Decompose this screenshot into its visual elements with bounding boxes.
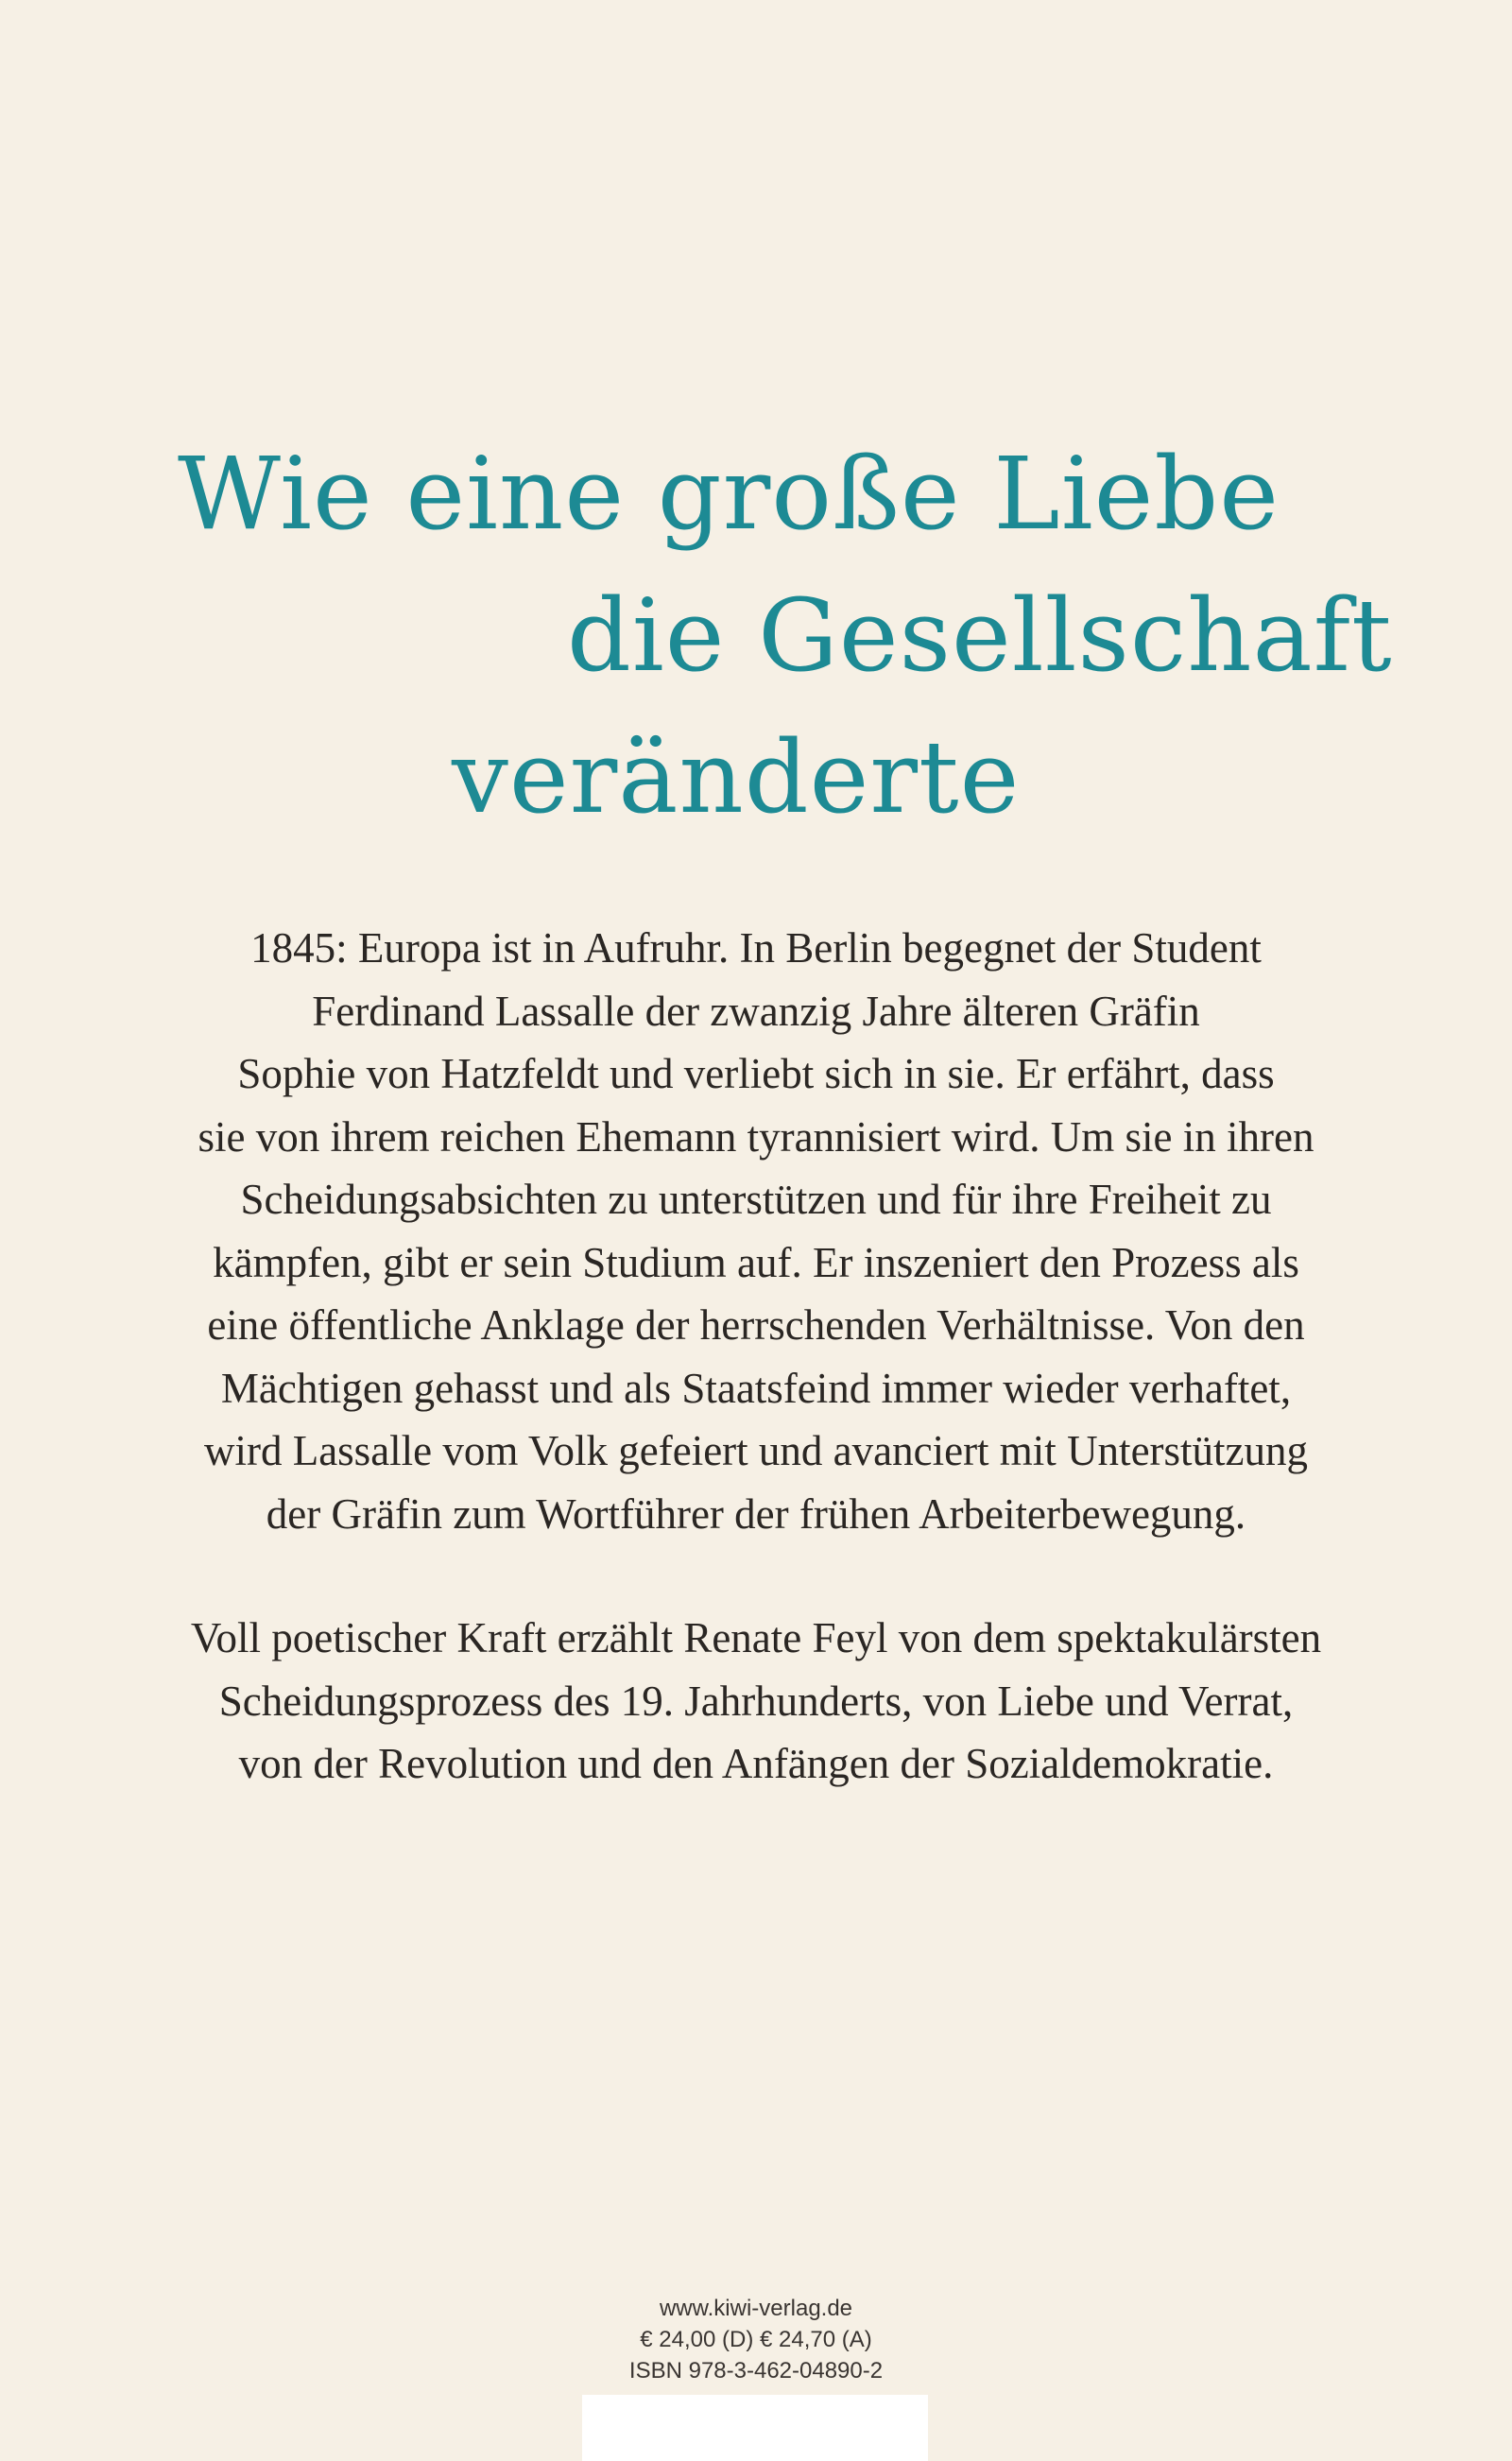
blurb-line: Scheidungsprozess des 19. Jahrhunderts, von Liebe und Verrat,: [218, 1677, 1294, 1725]
publisher-website: www.kiwi-verlag.de: [659, 2296, 853, 2321]
blurb-line: der Gräfin zum Wortführer der frühen Arbeiterbewegung.: [266, 1489, 1246, 1538]
blurb-line: wird Lassalle vom Volk gefeiert und avanciert mit Unterstützung: [203, 1427, 1309, 1474]
headline-line-2: die Gesellschaft: [567, 577, 1393, 694]
price-info: € 24,00 (D) € 24,70 (A): [640, 2327, 872, 2352]
isbn: ISBN 978-3-462-04890-2: [628, 2358, 884, 2384]
blurb-line: 1845: Europa ist in Aufruhr. In Berlin begegnet der Student: [250, 924, 1262, 972]
blurb-line: Voll poetischer Kraft erzählt Renate Feyl von dem spektakulärsten: [190, 1614, 1322, 1661]
blurb-line: eine öffentliche Anklage der herrschenden Verhältnisse. Von den: [207, 1301, 1305, 1349]
blurb-line: sie von ihrem reichen Ehemann tyrannisiert wird. Um sie in ihren: [198, 1112, 1314, 1161]
blurb-line: Scheidungsabsichten zu unterstützen und für ihre Freiheit zu: [240, 1176, 1272, 1223]
publisher-imprint: [567, 2293, 945, 2386]
blurb-line: Sophie von Hatzfeldt und verliebt sich in sie. Er erfährt, dass: [237, 1050, 1275, 1097]
blurb-paragraph-2: [94, 1607, 1418, 1796]
blurb-line: Mächtigen gehasst und als Staatsfeind immer wieder verhaftet,: [220, 1364, 1292, 1412]
blurb-line: kämpfen, gibt er sein Studium auf. Er inszeniert den Prozess als: [213, 1238, 1299, 1286]
blurb-line: von der Revolution und den Anfängen der Sozialdemokratie.: [238, 1740, 1274, 1787]
blurb-line: Ferdinand Lassalle der zwanzig Jahre älteren Gräfin: [312, 987, 1200, 1035]
barcode-area: [582, 2395, 928, 2461]
blurb-paragraph-1: [94, 917, 1418, 1545]
headline-line-3: veränderte: [452, 719, 1021, 835]
headline-line-1: Wie eine große Liebe: [178, 436, 1280, 552]
